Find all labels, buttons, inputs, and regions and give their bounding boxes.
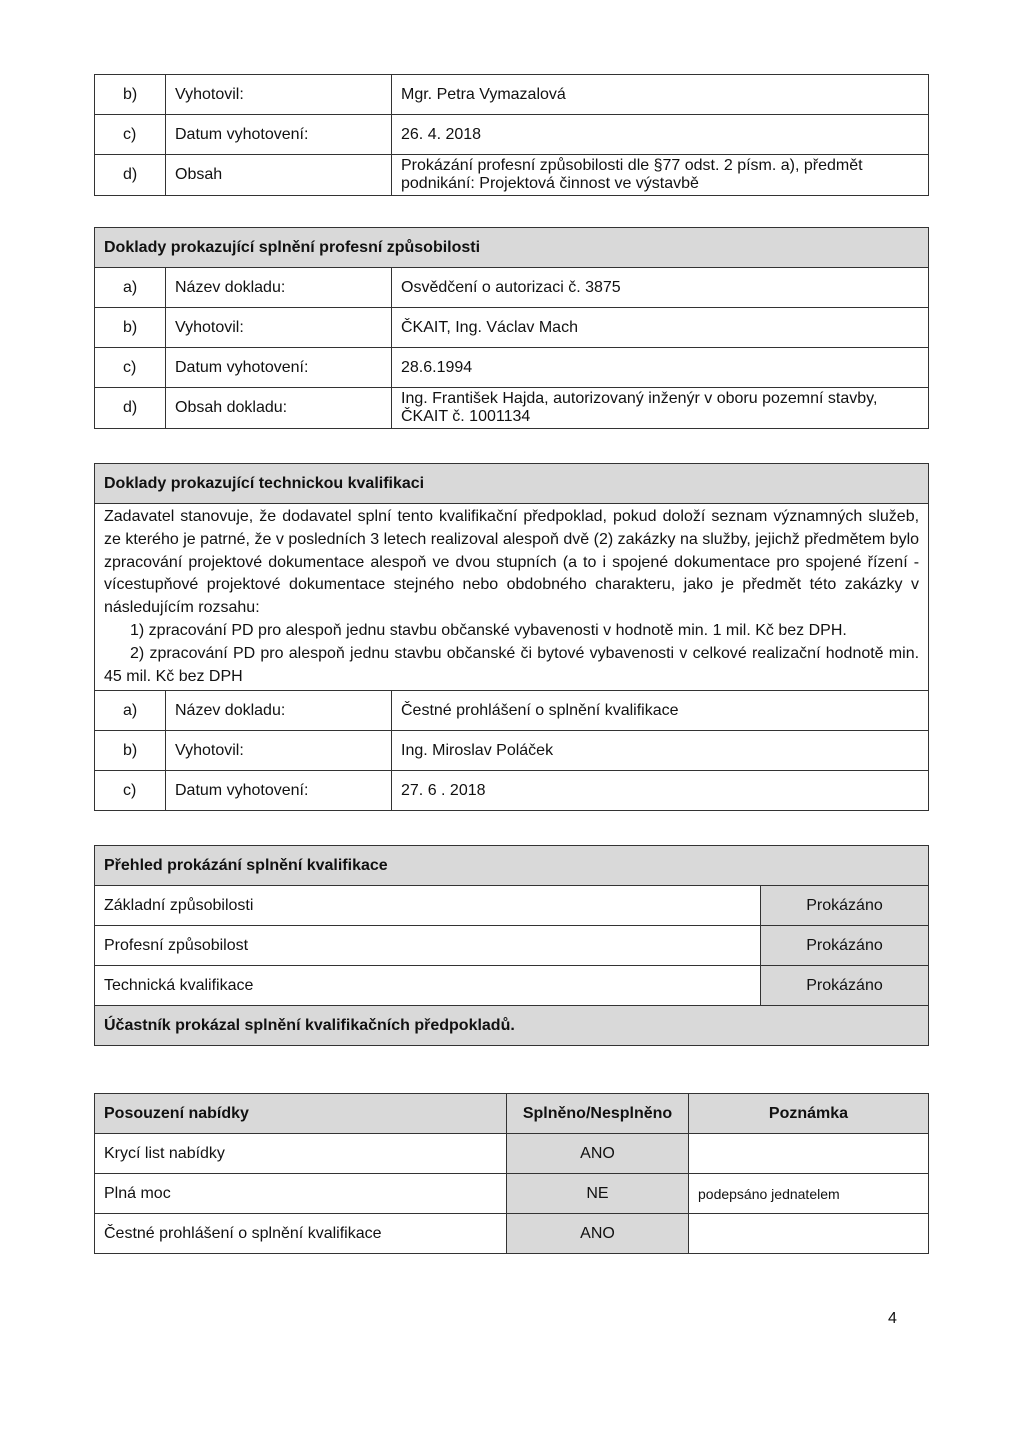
row-label: Název dokladu: — [166, 268, 392, 308]
table-row — [95, 115, 929, 155]
row-letter: b) — [95, 308, 166, 348]
row-letter: c) — [95, 771, 166, 811]
row-letter: d) — [95, 155, 166, 196]
table-row — [95, 75, 929, 115]
row-label: Krycí list nabídky — [95, 1134, 507, 1174]
professional-qualification-table — [94, 227, 929, 429]
section-title: Doklady prokazující splnění profesní způsobilosti — [95, 228, 929, 268]
row-letter: d) — [95, 388, 166, 429]
row-label: Profesní způsobilost — [95, 926, 761, 966]
list-item: 1) zpracování PD pro alespoň jednu stavbu občanské vybavenosti v hodnotě min. 1 mil. Kč bez DPH. — [130, 621, 847, 639]
table-row — [95, 388, 929, 429]
table-row — [95, 1134, 929, 1174]
offer-assessment-table — [94, 1093, 929, 1254]
row-label: Název dokladu: — [166, 691, 392, 731]
row-value: Prokázání profesní způsobilosti dle §77 odst. 2 písm. a), předmět podnikání: Projektová činnost ve výstavbě — [392, 155, 929, 196]
row-value: 27. 6 . 2018 — [392, 771, 929, 811]
requirement-text — [95, 504, 929, 691]
list-item: 2) zpracování PD pro alespoň jednu stavbu občanské či bytové vybavenosti v celkové realizační hodnotě min. 45 mil. Kč bez DPH — [104, 644, 920, 685]
row-value: Ing. František Hajda, autorizovaný inženýr v oboru pozemní stavby, ČKAIT č. 1001134 — [392, 388, 929, 429]
qualification-summary-table — [94, 845, 929, 1046]
row-value: Čestné prohlášení o splnění kvalifikace — [392, 691, 929, 731]
row-letter: b) — [95, 731, 166, 771]
table-row — [95, 155, 929, 196]
table-row — [95, 926, 929, 966]
section-title: Doklady prokazující technickou kvalifikaci — [95, 464, 929, 504]
row-value: Ing. Miroslav Poláček — [392, 731, 929, 771]
row-value: 26. 4. 2018 — [392, 115, 929, 155]
row-value: 28.6.1994 — [392, 348, 929, 388]
note-cell — [689, 1214, 929, 1254]
table-row — [95, 691, 929, 731]
note-cell — [689, 1134, 929, 1174]
row-label: Vyhotovil: — [166, 731, 392, 771]
table-row — [95, 771, 929, 811]
row-letter: b) — [95, 75, 166, 115]
row-label: Technická kvalifikace — [95, 966, 761, 1006]
conclusion: Účastník prokázal splnění kvalifikačních předpokladů. — [95, 1006, 929, 1046]
page-number: 4 — [888, 1310, 897, 1327]
table-row — [95, 886, 929, 926]
note-cell: podepsáno jednatelem — [689, 1174, 929, 1214]
row-label: Plná moc — [95, 1174, 507, 1214]
row-letter: a) — [95, 268, 166, 308]
section-title: Přehled prokázání splnění kvalifikace — [95, 846, 929, 886]
row-label: Datum vyhotovení: — [166, 348, 392, 388]
column-header: Splněno/Nesplněno — [507, 1094, 689, 1134]
table-row — [95, 731, 929, 771]
status-cell: Prokázáno — [761, 926, 929, 966]
column-header: Posouzení nabídky — [95, 1094, 507, 1134]
table-row — [95, 348, 929, 388]
table-row — [95, 268, 929, 308]
result-cell: ANO — [507, 1214, 689, 1254]
table-row — [95, 308, 929, 348]
row-letter: c) — [95, 115, 166, 155]
result-cell: ANO — [507, 1134, 689, 1174]
column-header: Poznámka — [689, 1094, 929, 1134]
table-row — [95, 966, 929, 1006]
row-label: Obsah — [166, 155, 392, 196]
row-label: Vyhotovil: — [166, 75, 392, 115]
result-cell: NE — [507, 1174, 689, 1214]
table-row — [95, 1214, 929, 1254]
requirement-list — [104, 620, 919, 688]
status-cell: Prokázáno — [761, 966, 929, 1006]
row-label: Datum vyhotovení: — [166, 115, 392, 155]
row-label: Obsah dokladu: — [166, 388, 392, 429]
status-cell: Prokázáno — [761, 886, 929, 926]
row-value: Osvědčení o autorizaci č. 3875 — [392, 268, 929, 308]
row-letter: a) — [95, 691, 166, 731]
technical-qualification-table — [94, 463, 929, 811]
requirement-paragraph: Zadavatel stanovuje, že dodavatel splní tento kvalifikační předpoklad, pokud doloží seznam významných služeb, ze kterého je patrné, že v posledních 3 letech realizoval alespoň dvě (2) zakázky na služby, jejichž předmětem bylo zpracování projektové dokumentace alespoň ve dvou stupních (a to i spojené dokumentace pro spojené řízení - vícestupňové projektové dokumentace stejného nebo obdobného charakteru, jako je předmět této zakázky v následujícím rozsahu: — [104, 508, 920, 617]
row-label: Čestné prohlášení o splnění kvalifikace — [95, 1214, 507, 1254]
row-label: Datum vyhotovení: — [166, 771, 392, 811]
author-table — [94, 74, 929, 196]
row-letter: c) — [95, 348, 166, 388]
row-label: Základní způsobilosti — [95, 886, 761, 926]
row-value: Mgr. Petra Vymazalová — [392, 75, 929, 115]
row-value: ČKAIT, Ing. Václav Mach — [392, 308, 929, 348]
table-row — [95, 1174, 929, 1214]
row-label: Vyhotovil: — [166, 308, 392, 348]
